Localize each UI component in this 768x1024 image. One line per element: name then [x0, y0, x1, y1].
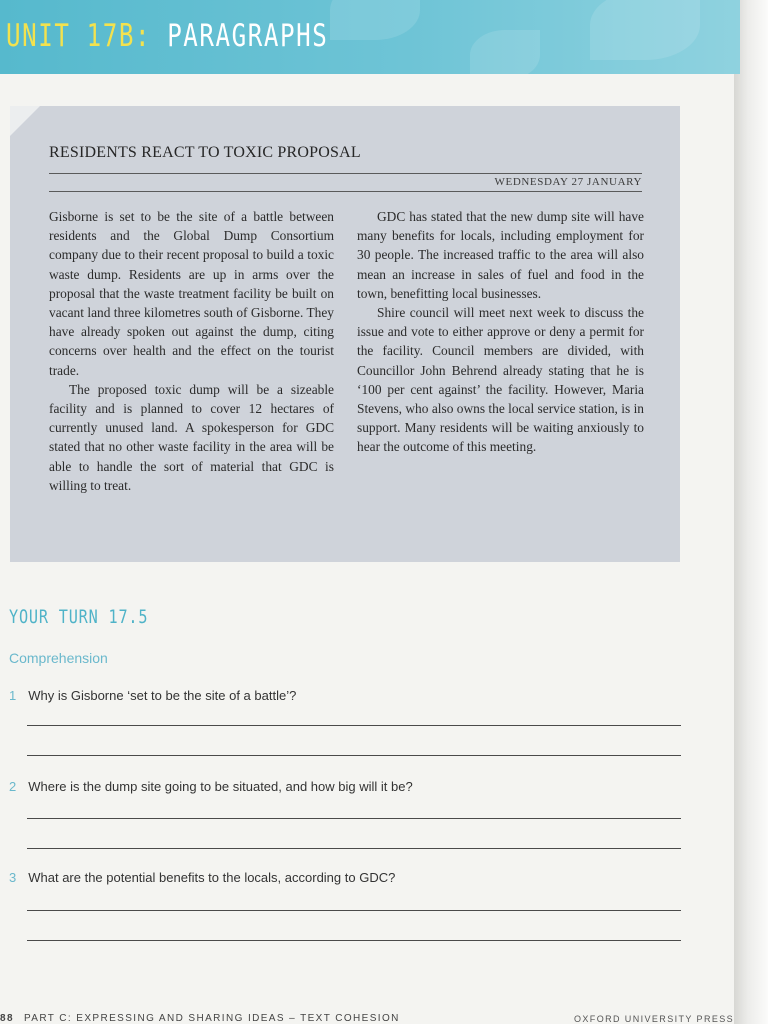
answer-line[interactable]	[27, 940, 681, 941]
unit-number: UNIT 17B:	[6, 18, 152, 54]
comprehension-heading: Comprehension	[9, 650, 108, 666]
article-paragraph: GDC has stated that the new dump site will have many benefits for locals, including employment for 30 people. The increased traffic to the area will also mean an increase in sales of fuel and food in the town, benefitting local businesses.	[357, 209, 644, 301]
article-date: WEDNESDAY 27 JANUARY	[494, 176, 642, 188]
article-column-right	[357, 207, 644, 457]
unit-header-band	[0, 0, 740, 74]
page-number: 88	[0, 1013, 14, 1024]
unit-title	[6, 18, 328, 54]
article-headline: RESIDENTS REACT TO TOXIC PROPOSAL	[49, 144, 361, 161]
question-text: Where is the dump site going to be situated, and how big will it be?	[28, 779, 413, 794]
headline-rule-top	[49, 173, 642, 174]
question-text: What are the potential benefits to the locals, according to GDC?	[28, 870, 396, 885]
article-paragraph: Gisborne is set to be the site of a battle between residents and the Global Dump Consortium company due to their recent proposal to build a toxic waste dump. Residents are up in arms over the proposal that the waste treatment facility be built on vacant land three kilometres south of Gisborne. They have already spoken out against the dump, citing concerns over health and the effect on the tourist trade.	[49, 209, 334, 378]
question-2	[9, 779, 413, 794]
question-number: 1	[9, 688, 17, 703]
footer-publisher: OXFORD UNIVERSITY PRESS	[574, 1014, 735, 1024]
unit-topic: PARAGRAPHS	[167, 18, 329, 54]
question-1	[9, 688, 296, 703]
article-paragraph: Shire council will meet next week to discuss the issue and vote to either approve or deny a permit for the facility. Council members are divided, with Councillor John Behrend already stating that he is ‘100 per cent against’ the facility. However, Maria Stevens, who also owns the local service station, is in support. Many residents will be waiting anxiously to hear the outcome of this meeting.	[357, 305, 644, 455]
question-text: Why is Gisborne ‘set to be the site of a battle’?	[28, 688, 297, 703]
article-paragraph: The proposed toxic dump will be a sizeable facility and is planned to cover 12 hectares of currently unused land. A spokesperson for GDC stated that no other waste facility in the area will be able to handle the sort of material that GDC is willing to treat.	[49, 381, 334, 493]
question-number: 2	[9, 779, 17, 794]
footer-section: PART C: EXPRESSING AND SHARING IDEAS – TEXT COHESION	[23, 1013, 400, 1024]
question-number: 3	[9, 870, 17, 885]
page-footer	[0, 1013, 400, 1024]
page-edge-shadow	[734, 0, 768, 1024]
question-3	[9, 870, 395, 885]
headline-rule-bottom	[49, 191, 642, 192]
answer-line[interactable]	[27, 910, 681, 911]
answer-line[interactable]	[27, 725, 681, 726]
article-column-left	[49, 207, 334, 495]
answer-line[interactable]	[27, 755, 681, 756]
answer-line[interactable]	[27, 848, 681, 849]
answer-line[interactable]	[27, 818, 681, 819]
your-turn-heading: YOUR TURN 17.5	[9, 606, 149, 628]
